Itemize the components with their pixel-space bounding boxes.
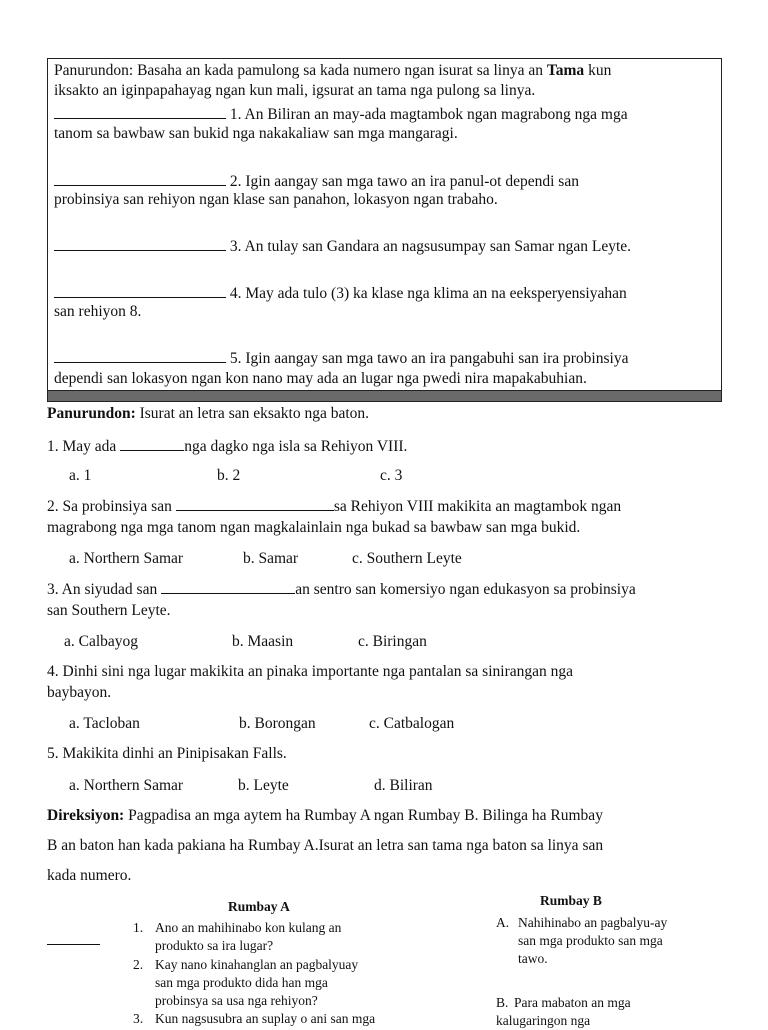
- q4-option-a[interactable]: a. Tacloban: [69, 715, 140, 732]
- box-instruction-tail: kun: [588, 62, 612, 79]
- question-2-blank[interactable]: [176, 496, 334, 511]
- direksiyon-text1: Pagpadisa an mga aytem ha Rumbay A ngan Rumbay B. Bilinga ha Rumbay: [128, 807, 603, 824]
- q5-option-b[interactable]: b. Leyte: [238, 777, 289, 794]
- answer-blank-5[interactable]: [54, 348, 226, 363]
- rumbay-a-item-2-line1: Kay nano kinahanglan an pagbalyuay: [155, 957, 359, 972]
- q2-option-b[interactable]: b. Samar: [243, 550, 299, 567]
- question-4-line2: baybayon.: [47, 684, 112, 701]
- direksiyon-line1: [47, 806, 603, 826]
- tf-item-1: [54, 104, 715, 125]
- q2-option-a[interactable]: a. Northern Samar: [69, 550, 184, 567]
- rumbay-a-num-1: 1.: [133, 920, 144, 935]
- q1-option-a[interactable]: a. 1: [69, 467, 92, 484]
- section2-label: Panurundon:: [47, 405, 136, 422]
- question-1-blank[interactable]: [120, 436, 184, 451]
- rumbay-b-item-a-line1: Nahihinabo an pagbalyu-ay: [518, 915, 668, 930]
- box-instruction: [54, 61, 715, 81]
- rumbay-a-item-3-line1: Kun nagsusubra an suplay o ani san mga: [155, 1011, 376, 1026]
- q4-option-c[interactable]: c. Catbalogan: [369, 715, 455, 732]
- question-1: [47, 436, 407, 457]
- tf-item-1-text: 1. An Biliran an may-ada magtambok ngan magrabong nga mga: [229, 106, 628, 123]
- tf-item-5: [54, 348, 715, 369]
- tf-item-4: [54, 283, 715, 304]
- question-4: 4. Dinhi sini nga lugar makikita an pinaka importante nga pantalan sa sinirangan nga: [47, 663, 573, 680]
- direksiyon-line2: B an baton han kada pakiana ha Rumbay A.Isurat an letra san tama nga baton sa linya san: [47, 837, 604, 854]
- tf-item-2-text: 2. Igin aangay san mga tawo an ira panul-ot dependi san: [229, 173, 579, 190]
- tf-item-4-text: 4. May ada tulo (3) ka klase nga klima an na eeksperyensiyahan: [229, 285, 627, 302]
- rumbay-a-item-2-line3: probinsya sa usa nga rehiyon?: [155, 993, 318, 1008]
- q1-option-c[interactable]: c. 3: [380, 467, 403, 484]
- rumbay-a-title: Rumbay A: [228, 899, 290, 914]
- box-bottom-bar: [48, 390, 721, 401]
- section2-instruction: [47, 404, 369, 424]
- answer-blank-3[interactable]: [54, 236, 226, 251]
- answer-blank-1[interactable]: [54, 104, 226, 119]
- rumbay-b-item-a-line3: tawo.: [518, 951, 548, 966]
- rumbay-a-item-2-line2: san mga produkto dida han mga: [155, 975, 328, 990]
- question-2-line2: magrabong nga mga tanom ngan magkalainlain nga bukad sa bawbaw san mga bukid.: [47, 519, 581, 536]
- rumbay-a-num-3: 3.: [133, 1011, 144, 1026]
- rumbay-b-item-b-line1: Para mabaton an mga: [514, 995, 631, 1010]
- tf-item-3-text: 3. An tulay san Gandara an nagsusumpay san Samar ngan Leyte.: [229, 238, 632, 255]
- direksiyon-line3: kada numero.: [47, 867, 132, 884]
- tf-item-4-line2: san rehiyon 8.: [54, 303, 142, 320]
- tf-item-2-line2: probinsiya san rehiyon ngan klase san panahon, lokasyon ngan trabaho.: [54, 191, 498, 208]
- tf-item-5-line2: dependi san lokasyon ngan kon nano may ada an lugar nga pwedi nira mapakabuhian.: [54, 370, 587, 387]
- tf-item-2: [54, 171, 715, 192]
- box-instruction-line2: iksakto an iginpapahayag ngan kun mali, igsurat an tama nga pulong sa linya.: [54, 82, 536, 99]
- question-2: [47, 496, 621, 517]
- rumbay-a-item-1-line2: produkto sa ira lugar?: [155, 938, 274, 953]
- question-2-pre: 2. Sa probinsiya san: [47, 498, 172, 515]
- q5-option-a[interactable]: a. Northern Samar: [69, 777, 184, 794]
- box-instruction-lead: Panurundon: Basaha an kada pamulong sa kada numero ngan isurat sa linya an: [54, 62, 543, 79]
- question-1-post: nga dagko nga isla sa Rehiyon VIII.: [184, 438, 408, 455]
- tf-item-5-text: 5. Igin aangay san mga tawo an ira pangabuhi san ira probinsiya: [229, 350, 629, 367]
- box-instruction-bold: Tama: [546, 62, 585, 79]
- tf-item-1-line2: tanom sa bawbaw san bukid nga nakakaliaw san mga mangaragi.: [54, 125, 458, 142]
- q5-option-d[interactable]: d. Biliran: [374, 777, 433, 794]
- q2-option-c[interactable]: c. Southern Leyte: [352, 550, 462, 567]
- question-2-post: sa Rehiyon VIII makikita an magtambok ngan: [333, 498, 622, 515]
- q3-option-b[interactable]: b. Maasin: [232, 633, 294, 650]
- rumbay-a-num-2: 2.: [133, 957, 144, 972]
- question-3-pre: 3. An siyudad san: [47, 581, 158, 598]
- answer-blank-4[interactable]: [54, 283, 226, 298]
- question-3: [47, 579, 636, 600]
- rumbay-b-item-a-line2: san mga produkto san mga: [518, 933, 663, 948]
- section2-text: Isurat an letra san eksakto nga baton.: [139, 405, 370, 422]
- q3-option-c[interactable]: c. Biringan: [358, 633, 427, 650]
- matching-blank-1[interactable]: [47, 930, 100, 945]
- q4-option-b[interactable]: b. Borongan: [239, 715, 316, 732]
- rumbay-b-item-b-line2: kalugaringon nga: [496, 1013, 591, 1028]
- q3-option-a[interactable]: a. Calbayog: [64, 633, 139, 650]
- q1-option-b[interactable]: b. 2: [217, 467, 241, 484]
- question-3-post: an sentro san komersiyo ngan edukasyon sa probinsiya: [295, 581, 636, 598]
- question-3-blank[interactable]: [161, 579, 295, 594]
- answer-blank-2[interactable]: [54, 171, 226, 186]
- question-1-pre: 1. May ada: [47, 438, 117, 455]
- question-3-line2: san Southern Leyte.: [47, 602, 171, 619]
- rumbay-b-title: Rumbay B: [540, 893, 602, 908]
- question-5: 5. Makikita dinhi an Pinipisakan Falls.: [47, 745, 287, 762]
- rumbay-a-item-1-line1: Ano an mahihinabo kon kulang an: [155, 920, 342, 935]
- tf-item-3: [54, 236, 631, 257]
- rumbay-b-letter-b: B.: [496, 995, 509, 1010]
- direksiyon-label: Direksiyon:: [47, 807, 125, 824]
- rumbay-b-letter-a: A.: [496, 915, 510, 930]
